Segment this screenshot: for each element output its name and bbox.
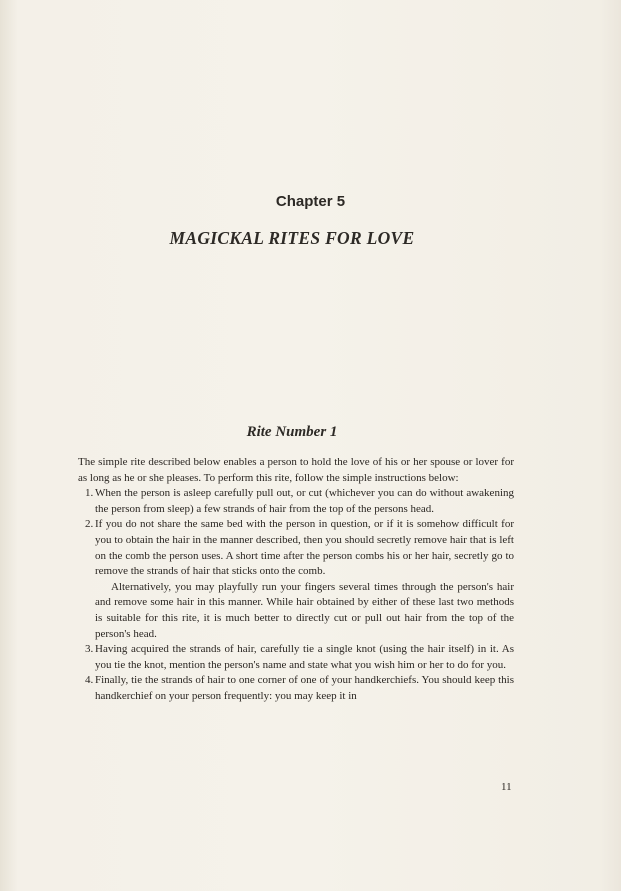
intro-paragraph: The simple rite described below enables a person to hold the love of his or her spouse or lover for as long as he or she pleases. To perform this rite, follow the simple instructions below: [78, 456, 514, 484]
list-item [78, 486, 514, 517]
list-item-text: Finally, tie the strands of hair to one corner of one of your handkerchiefs. You should keep this handkerchief on your person frequently: you may keep it in [95, 674, 514, 702]
list-item-text: If you do not share the same bed with the person in question, or if it is somehow difficult for you to obtain the hair in the manner described, then you should secretly remove hair that is left on the comb the person uses. A short time after the person combs his or her hair, secretly go to remove the strands of hair that sticks onto the comb. [95, 518, 514, 578]
rite-heading: Rite Number 1 [246, 424, 338, 440]
list-item-number: 1. [85, 487, 94, 500]
body-text [78, 455, 514, 705]
list-item-text: Having acquired the strands of hair, carefully tie a single knot (using the hair itself) in it. As you tie the knot, mention the person's name and state what you wish him or her to do for you. [95, 643, 514, 671]
chapter-title: MAGICKAL RITES FOR LOVE [169, 228, 415, 248]
list-item [78, 517, 514, 642]
list-item-number: 4. [85, 674, 94, 687]
list-item [78, 642, 514, 673]
instruction-list [78, 486, 514, 704]
list-item-continuation: Alternatively, you may playfully run your fingers several times through the person's hair and remove some hair in this manner. While hair obtained by either of these last two methods is suitable for this rite, it is much better to directly cut or pull out hair from the top of the person's head. [95, 580, 514, 640]
list-item-text: When the person is asleep carefully pull out, or cut (whichever you can do without awakening the person from sleep) a few strands of hair from the top of the persons head. [95, 487, 514, 515]
page-number: 11 [501, 781, 512, 793]
list-item [78, 673, 514, 704]
list-item-number: 2. [85, 518, 94, 531]
list-item-number: 3. [85, 643, 94, 656]
chapter-label: Chapter 5 [275, 193, 346, 210]
